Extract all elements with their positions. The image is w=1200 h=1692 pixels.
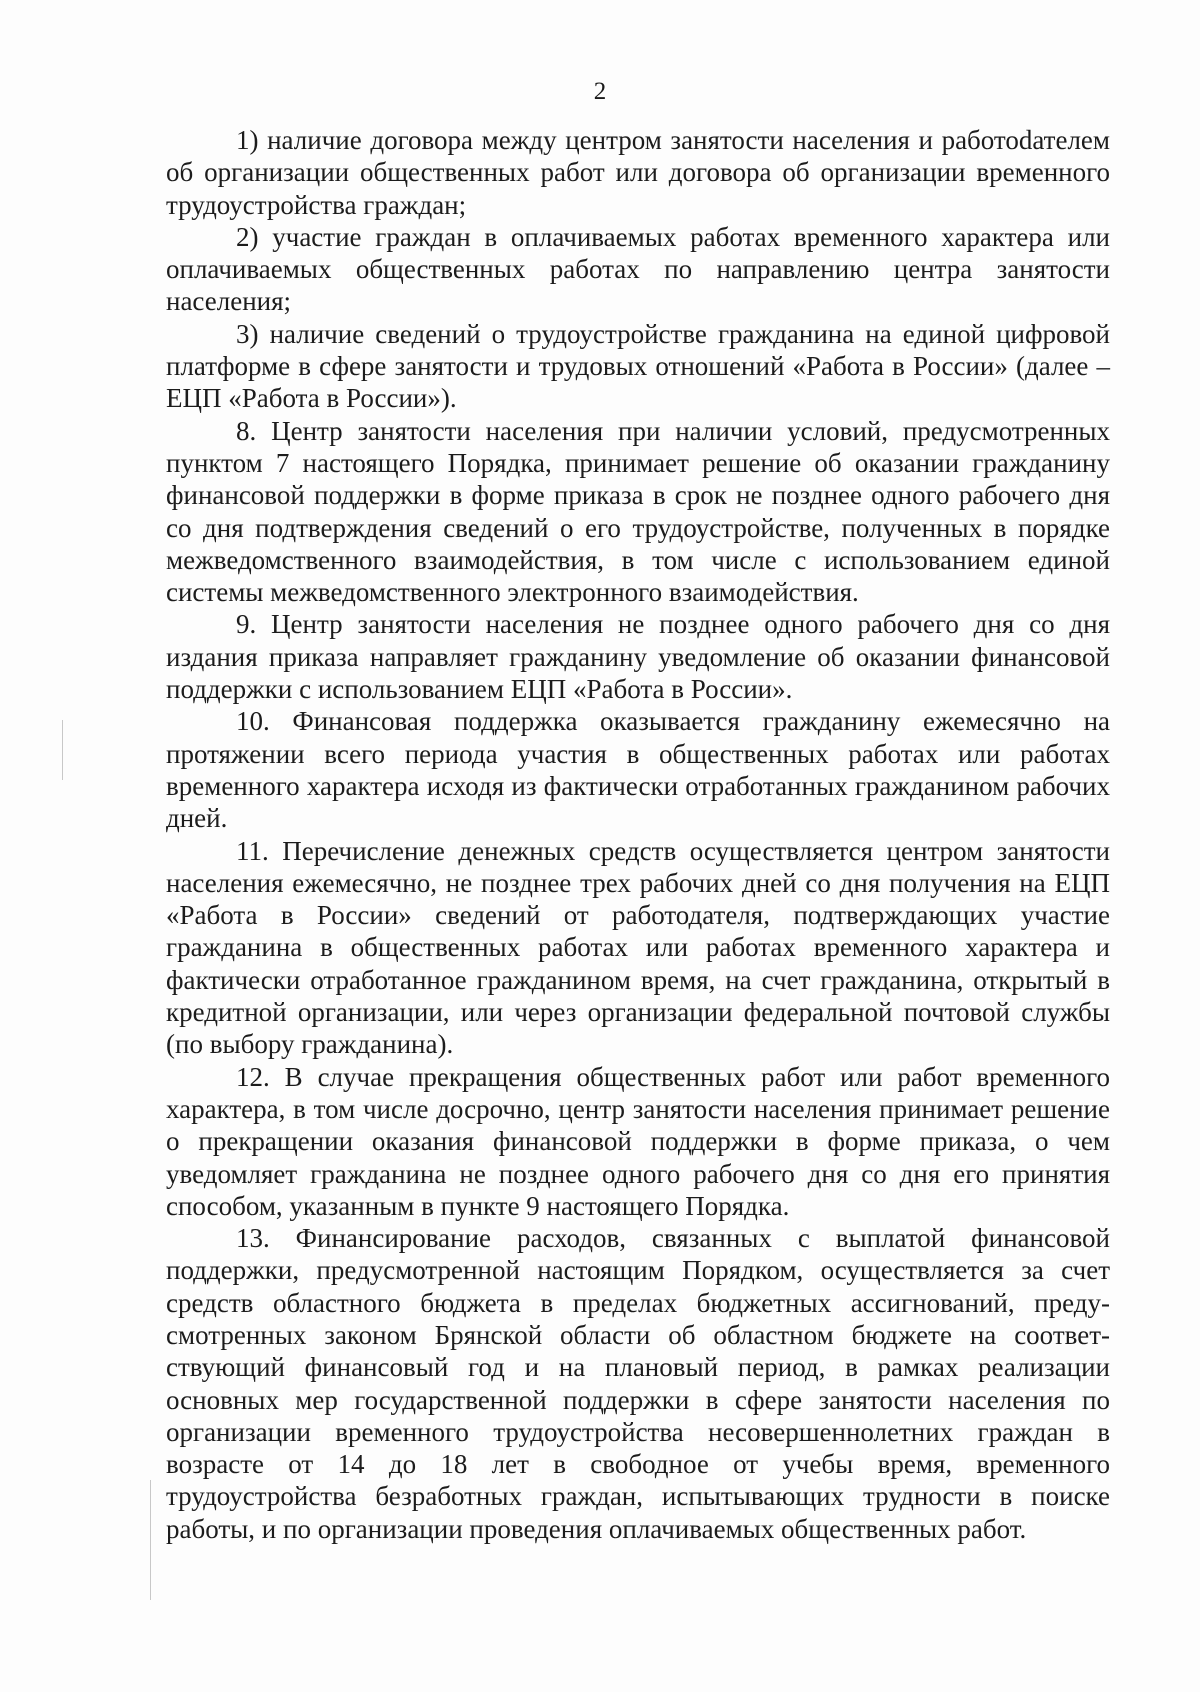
paragraph-item-11: 11. Перечисление денежных средств осуществляется центром занятости населения ежемесячно, не позднее трех рабочих дней со дня получения на ЕЦП «Работа в России» сведений от работодателя, подтверждающих участие гражданина в общественных работах или работах временного характера и фактически отработанное гражданином время, на счет гражданина, открытый в кредитной организации, или через организации федеральной почтовой службы (по выбору гражданина). (166, 835, 1110, 1060)
paragraph-item-10: 10. Финансовая поддержка оказывается гражданину ежемесячно на протяжении всего периода участия в общественных работах или работах временного характера исходя из фактически отработанных гражданином рабочих дней. (166, 706, 1110, 834)
scan-artifact-line (62, 720, 63, 780)
scan-artifact-line (150, 1480, 151, 1600)
paragraph-item-9: 9. Центр занятости населения не позднее одного рабочего дня со дня издания приказа направляет гражданину уведомление об оказании финансовой поддержки с использованием ЕЦП «Работа в России». (166, 609, 1110, 705)
paragraph-condition-3: 3) наличие сведений о трудоустройстве гражданина на единой цифровой платформе в сфере занятости и трудовых отношений «Работа в России» (далее – ЕЦП «Работа в России»). (166, 318, 1110, 414)
paragraph-condition-1: 1) наличие договора между центром занятости населения и работоdателем об организации общественных работ или договора об организации временного трудоустройства граждан; (166, 125, 1110, 220)
page-number: 2 (593, 78, 607, 105)
paragraph-condition-2: 2) участие граждан в оплачиваемых работах временного характера или оплачиваемых общественных работах по направлению центра занятости населения; (166, 221, 1110, 317)
paragraph-item-8: 8. Центр занятости населения при наличии условий, предусмотренных пунктом 7 настоящего Порядка, принимает решение об оказании гражданину финансовой поддержки в форме приказа в срок не позднее одного рабочего дня со дня подтверждения сведений о его трудоустройстве, полученных в порядке межведомственного взаимодействия, в том числе с использованием единой системы межведомственного электронного взаимодействия. (166, 415, 1110, 608)
document-body (166, 124, 1110, 1545)
paragraph-item-13: 13. Финансирование расходов, связанных с выплатой финансовой поддержки, предусмотренной настоящим Порядком, осуществляется за счет средств областного бюджета в пределах бюджетных ассигнований, предусмотренных законом Брянской области об областном бюджете на соответствующий финансовый год и на плановый период, в рамках реализации основных мер государственной поддержки в сфере занятости населения по организации временного трудоустройства несовершеннолетних граждан в возрасте от 14 до 18 лет в свободное от учебы время, временного трудоустройства безработных граждан, испытывающих трудности в поиске работы, и по организации проведения оплачиваемых общественных работ. (166, 1223, 1110, 1544)
paragraph-item-12: 12. В случае прекращения общественных работ или работ временного характера, в том числе досрочно, центр занятости населения принимает решение о прекращении оказания финансовой поддержки в форме приказа, о чем уведомляет гражданина не позднее одного рабочего дня со дня его принятия способом, указанным в пункте 9 настоящего Порядка. (166, 1061, 1110, 1221)
